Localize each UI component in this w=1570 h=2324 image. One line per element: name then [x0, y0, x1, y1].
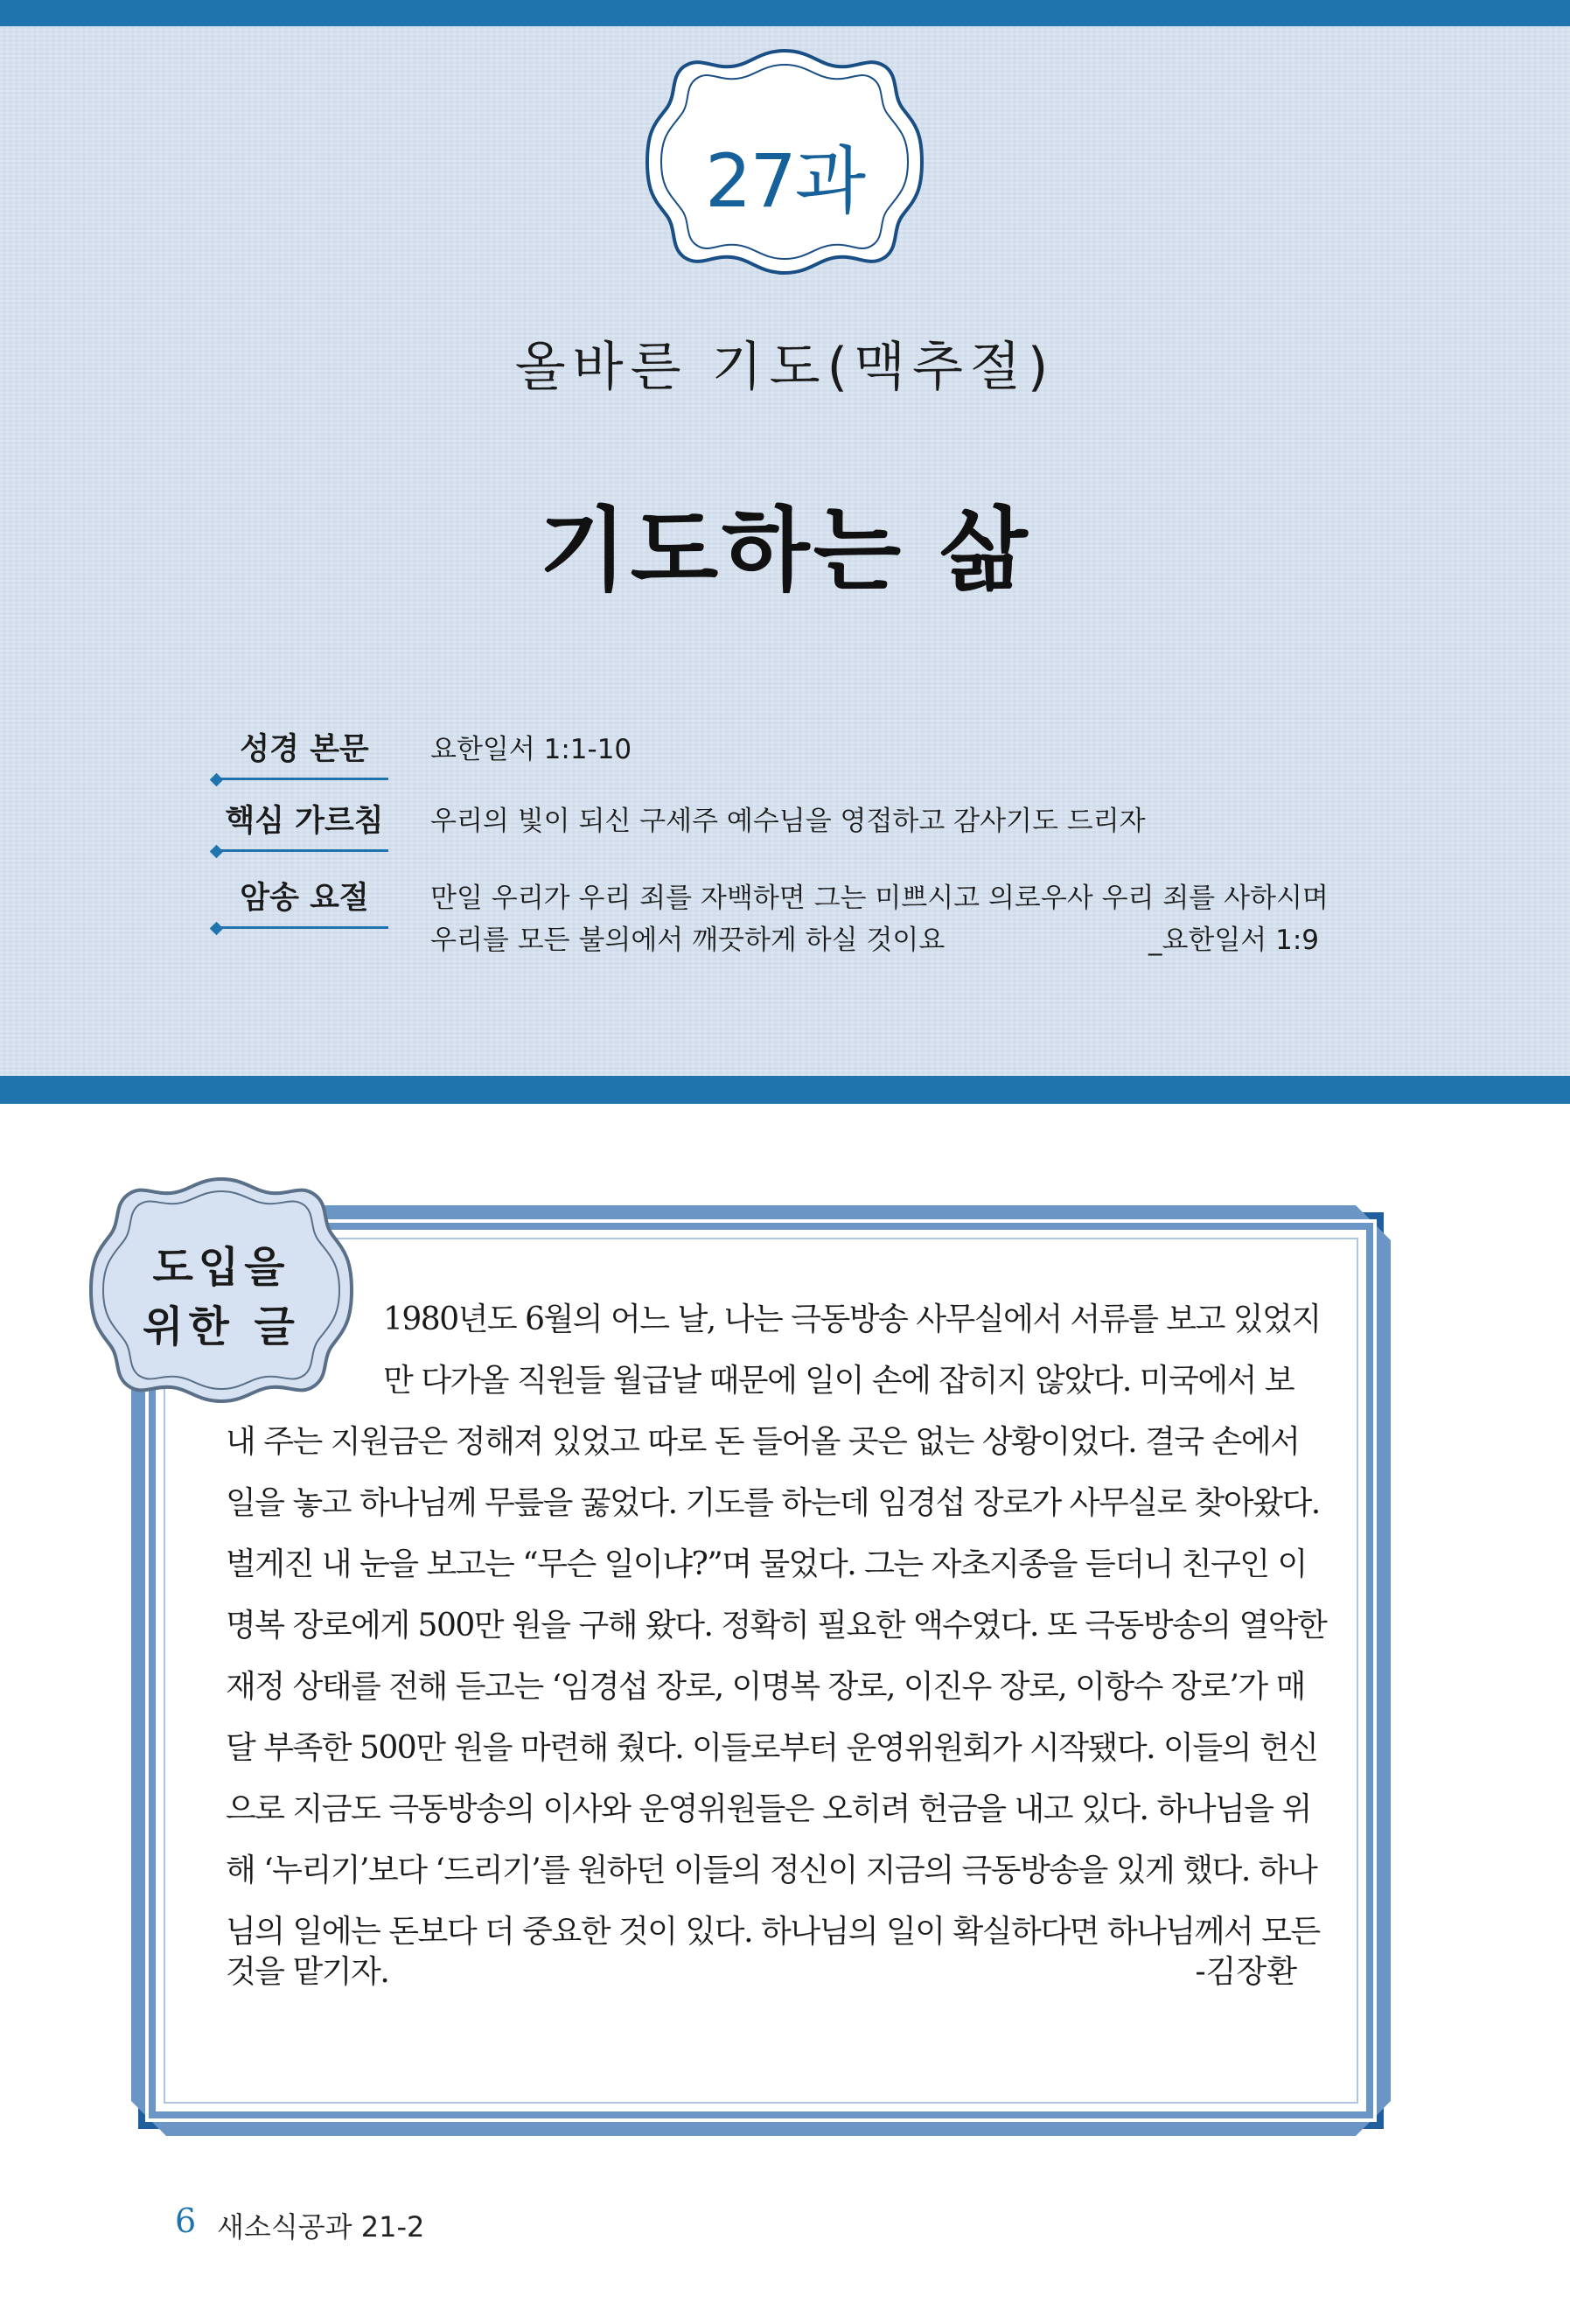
memory-verse-reference: _요한일서 1:9 — [1148, 925, 1319, 956]
intro-line-2: 만 다가올 직원들 월급날 때문에 일이 손에 잡히지 않았다. 미국에서 보 — [383, 1363, 1294, 1399]
lesson-number: 27과 — [704, 138, 865, 224]
series-title: 올바른 기도(맥추절) — [514, 337, 1056, 398]
intro-line-3: 내 주는 지원금은 정해져 있었고 따로 돈 들어올 곳은 없는 상황이었다. 결국 손에서 — [226, 1424, 1300, 1460]
intro-author: -김장환 — [1195, 1954, 1297, 1990]
intro-badge-line1: 도입을 — [152, 1243, 290, 1292]
intro-line-11: 님의 일에는 돈보다 더 중요한 것이 있다. 하나님의 일이 확실하다면 하나님께서 모든 — [226, 1914, 1320, 1950]
memory-verse-label: 암송 요절 — [217, 876, 392, 929]
intro-badge — [86, 1172, 357, 1408]
memory-verse-line2: 우리를 모든 불의에서 깨끗하게 하실 것이요 — [430, 925, 945, 956]
scripture-label: 성경 본문 — [217, 728, 392, 780]
page-number: 6 — [175, 2202, 197, 2240]
intro-line-7: 재정 상태를 전해 듣고는 ‘임경섭 장로, 이명복 장로, 이진우 장로, 이항수 장로’가 매 — [226, 1669, 1305, 1705]
intro-line-4: 일을 놓고 하나님께 무릎을 꿇었다. 기도를 하는데 임경섭 장로가 사무실로 찾아왔다. — [226, 1485, 1320, 1521]
intro-line-10: 해 ‘누리기’보다 ‘드리기’를 원하던 이들의 정신이 지금의 극동방송을 있게 했다. 하나 — [226, 1853, 1317, 1888]
intro-line-6: 명복 장로에게 500만 원을 구해 왔다. 정확히 필요한 액수였다. 또 극동방송의 열악한 — [226, 1608, 1327, 1644]
memory-verse-line1: 만일 우리가 우리 죄를 자백하면 그는 미쁘시고 의로우사 우리 죄를 사하시며 — [430, 883, 1329, 914]
label-underline — [217, 778, 388, 780]
teaching-text: 우리의 빛이 되신 구세주 예수님을 영접하고 감사기도 드리자 — [430, 806, 1146, 837]
book-title: 새소식공과 21-2 — [217, 2210, 425, 2244]
intro-line-1: 1980년도 6월의 어느 날, 나는 극동방송 사무실에서 서류를 보고 있었지 — [383, 1302, 1321, 1337]
label-underline — [217, 926, 388, 929]
intro-line-9: 으로 지금도 극동방송의 이사와 운영위원들은 오히려 헌금을 내고 있다. 하나님을 위 — [226, 1791, 1311, 1827]
intro-line-5: 벌게진 내 눈을 보고는 “무슨 일이냐?”며 물었다. 그는 자초지종을 듣더니 친구인 이 — [226, 1546, 1307, 1582]
scripture-text: 요한일서 1:1-10 — [430, 734, 632, 765]
lesson-title: 기도하는 삶 — [539, 497, 1031, 604]
intro-line-8: 달 부족한 500만 원을 마련해 줬다. 이들로부터 운영위원회가 시작됐다. 이들의 헌신 — [226, 1730, 1318, 1766]
intro-badge-line2: 위한 글 — [143, 1302, 300, 1351]
header-bottom-rule — [0, 1076, 1570, 1104]
top-rule — [0, 0, 1570, 26]
teaching-label: 핵심 가르침 — [217, 799, 392, 852]
label-underline — [217, 849, 388, 852]
memory-verse-line2-row — [430, 918, 1319, 962]
intro-line-12: 것을 맡기자. — [226, 1954, 389, 1990]
lesson-badge — [644, 45, 925, 278]
